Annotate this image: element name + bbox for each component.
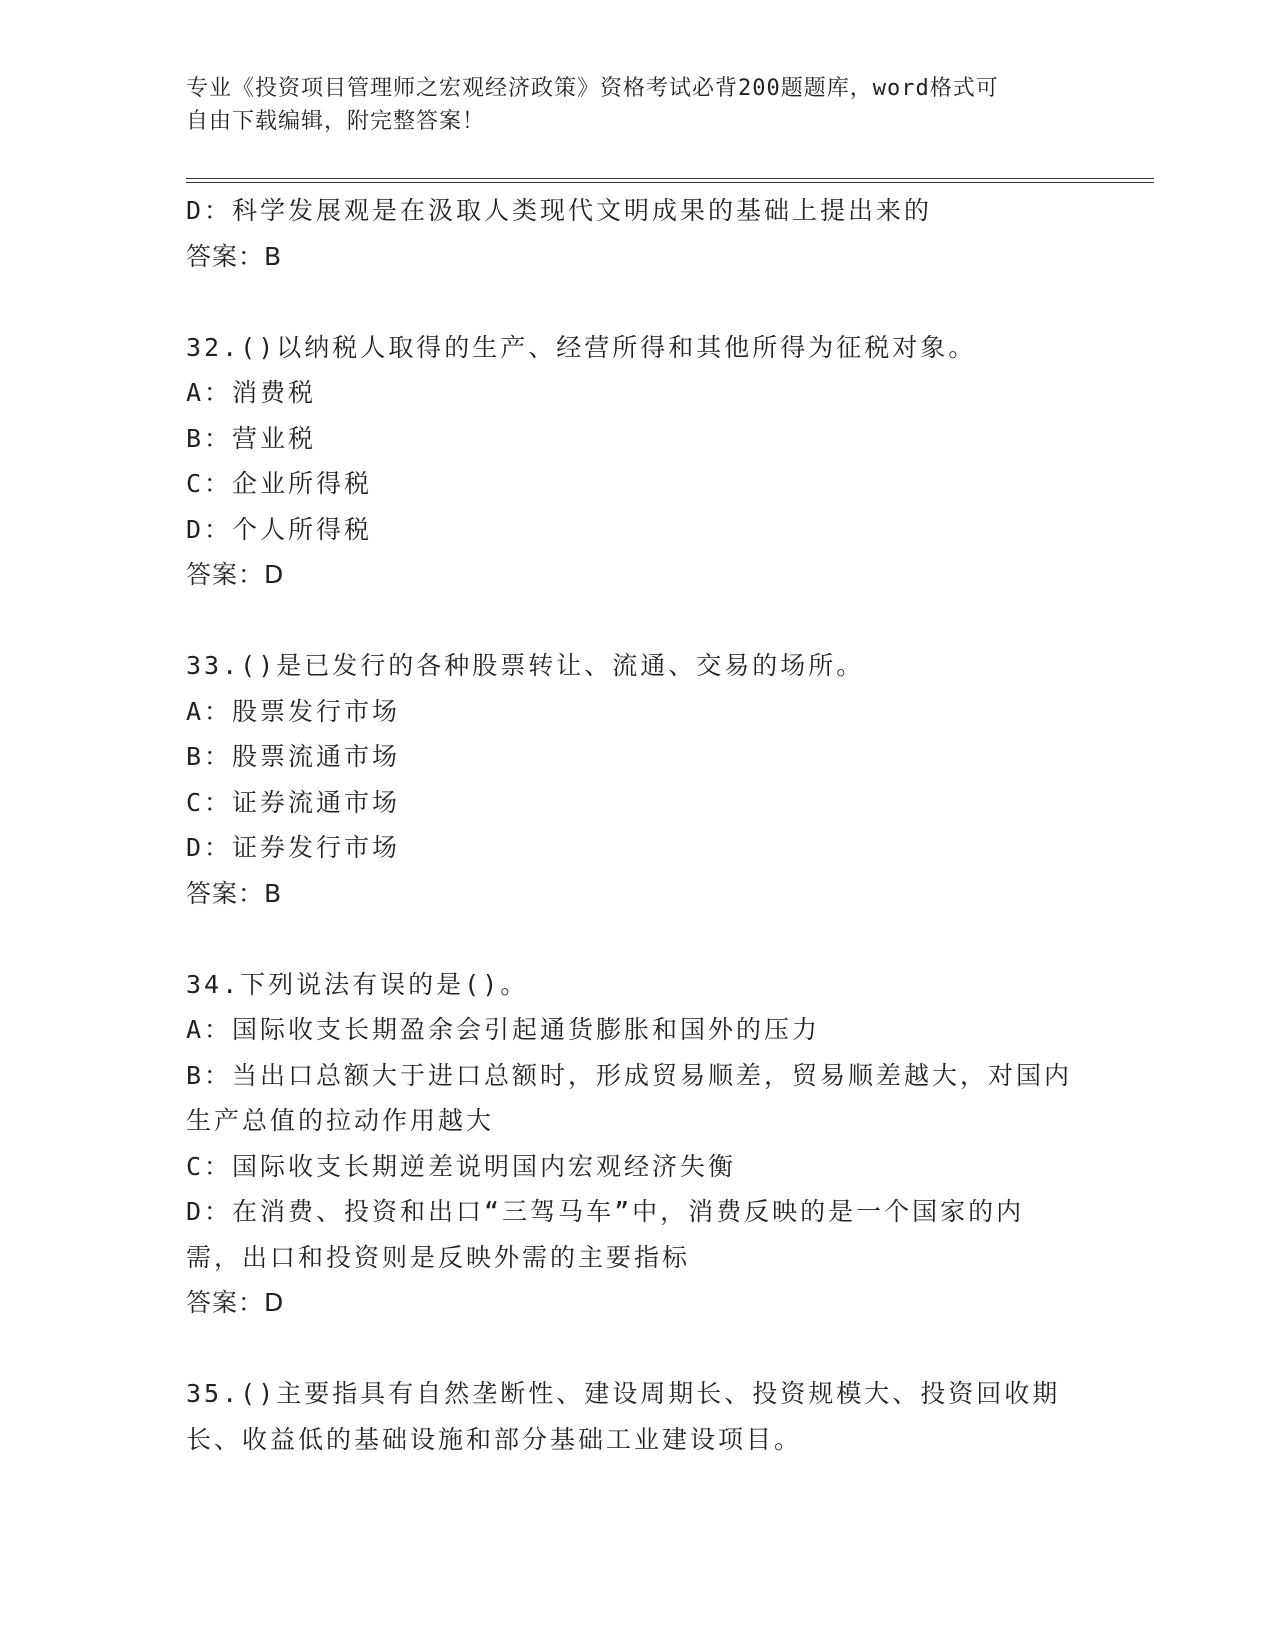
option-b: B：营业税 — [186, 423, 317, 453]
question-block-34 — [186, 962, 1076, 1326]
option-c: C：证券流通市场 — [186, 787, 401, 817]
option-b: B：股票流通市场 — [186, 742, 401, 771]
option-c: C：国际收支长期逆差说明国内宏观经济失衡 — [186, 1151, 737, 1181]
option-a: A：股票发行市场 — [186, 696, 401, 726]
block-spacer — [186, 279, 1076, 325]
option-c: C：企业所得税 — [186, 469, 373, 498]
answer-line: 答案：B — [186, 878, 283, 908]
option-a: A：国际收支长期盈余会引起通货膨胀和国外的压力 — [186, 1015, 821, 1044]
option-d: D：科学发展观是在汲取人类现代文明成果的基础上提出来的 — [186, 196, 933, 225]
option-b: B：当出口总额大于进口总额时，形成贸易顺差，贸易顺差越大，对国内生产总值的拉动作用越大 — [186, 1060, 1073, 1135]
page-header — [186, 72, 1066, 138]
option-a: A：消费税 — [186, 378, 317, 407]
question-block-35 — [186, 1371, 1076, 1462]
block-spacer — [186, 1326, 1076, 1372]
answer-line: 答案：B — [186, 241, 283, 271]
question-stem: 32.()以纳税人取得的生产、经营所得和其他所得为征税对象。 — [186, 332, 977, 362]
option-d: D：证券发行市场 — [186, 833, 401, 862]
header-divider-bottom — [186, 182, 1154, 183]
answer-line: 答案：D — [186, 560, 285, 589]
question-stem: 35.()主要指具有自然垄断性、建设周期长、投资规模大、投资回收期长、收益低的基础设施和部分基础工业建设项目。 — [186, 1379, 1061, 1454]
question-block-33 — [186, 643, 1076, 916]
header-title-line-2: 自由下载编辑，附完整答案！ — [186, 109, 486, 134]
header-divider-top — [186, 178, 1154, 179]
option-d: D：在消费、投资和出口“三驾马车”中，消费反映的是一个国家的内需，出口和投资则是反映外需的主要指标 — [186, 1197, 1025, 1272]
question-stem: 34.下列说法有误的是()。 — [186, 969, 529, 999]
header-title-line-1: 专业《投资项目管理师之宏观经济政策》资格考试必背200题题库，word格式可 — [186, 76, 999, 101]
question-content — [186, 188, 1076, 1462]
answer-line: 答案：D — [186, 1288, 285, 1317]
question-block-31 — [186, 188, 1076, 279]
option-d: D：个人所得税 — [186, 514, 373, 544]
block-spacer — [186, 916, 1076, 962]
question-block-32 — [186, 325, 1076, 598]
question-stem: 33.()是已发行的各种股票转让、流通、交易的场所。 — [186, 651, 865, 680]
block-spacer — [186, 598, 1076, 644]
